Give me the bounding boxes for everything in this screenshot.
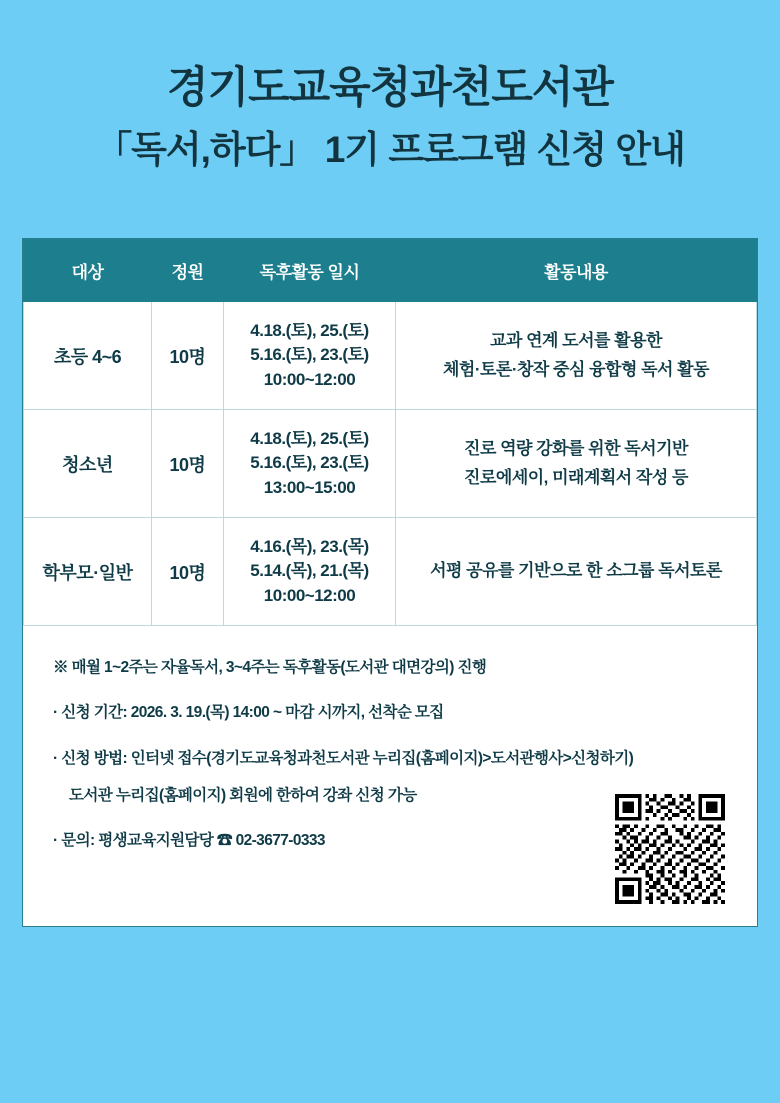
page-subtitle: 「독서,하다」 1기 프로그램 신청 안내 [95,128,685,170]
cell-capacity: 10명 [152,518,224,626]
column-header-target: 대상 [24,240,152,302]
table-row [24,410,757,518]
page-title: 경기도교육청과천도서관 [167,64,613,112]
note-application-period: · 신청 기간: 2026. 3. 19.(목) 14:00 ~ 마감 시까지, 선착순 모집 [53,704,444,722]
column-header-description: 활동내용 [396,240,757,302]
cell-target: 학부모·일반 [24,518,152,626]
cell-date-line3: 13:00~15:00 [263,477,356,497]
cell-date [224,410,396,518]
notes-section [23,626,757,926]
note-membership: 도서관 누리집(홈페이지) 회원에 한하여 강좌 신청 가능 [69,786,417,804]
qr-code-icon [615,794,725,904]
table-row [24,518,757,626]
cell-description-line1: 진로 역량 강화를 위한 독서기반 [464,438,688,458]
cell-description-line1: 교과 연계 도서를 활용한 [490,330,662,350]
column-header-capacity: 정원 [152,240,224,302]
qr-code[interactable] [615,794,725,904]
cell-date-line3: 10:00~12:00 [263,369,356,389]
cell-capacity: 10명 [152,302,224,410]
cell-description [396,518,757,626]
cell-date-line2: 5.16.(토), 23.(토) [250,345,369,365]
cell-capacity: 10명 [152,410,224,518]
table-header-row [24,240,757,302]
cell-date [224,518,396,626]
cell-description [396,302,757,410]
cell-date-line2: 5.14.(목), 21.(목) [250,561,369,581]
poster-title-block [0,0,780,174]
cell-target: 초등 4~6 [24,302,152,410]
note-contact: · 문의: 평생교육지원담당 ☎ 02-3677-0333 [53,832,325,849]
cell-date-line3: 10:00~12:00 [263,585,356,605]
table-header [24,240,757,302]
cell-date-line1: 4.18.(토), 25.(토) [250,428,369,448]
cell-date-line1: 4.16.(목), 23.(목) [250,536,369,556]
column-header-date: 독후활동 일시 [224,240,396,302]
cell-date-line1: 4.18.(토), 25.(토) [250,320,369,340]
program-table [23,239,757,626]
cell-description-line2: 진로에세이, 미래계획서 작성 등 [464,467,688,487]
cell-target: 청소년 [24,410,152,518]
cell-date-line2: 5.16.(토), 23.(토) [250,453,369,473]
cell-description [396,410,757,518]
table-body [24,302,757,626]
cell-date [224,302,396,410]
program-card [22,238,758,927]
cell-description-line2: 체험·토론·창작 중심 융합형 독서 활동 [442,359,710,379]
table-row [24,302,757,410]
cell-description-line1: 서평 공유를 기반으로 한 소그룹 독서토론 [430,561,722,581]
note-application-method: · 신청 방법: 인터넷 접수(경기도교육청과천도서관 누리집(홈페이지)>도서관행사>신청하기) [53,749,634,767]
note-schedule: ※ 매월 1~2주는 자율독서, 3~4주는 독후활동(도서관 대면강의) 진행 [53,659,487,676]
